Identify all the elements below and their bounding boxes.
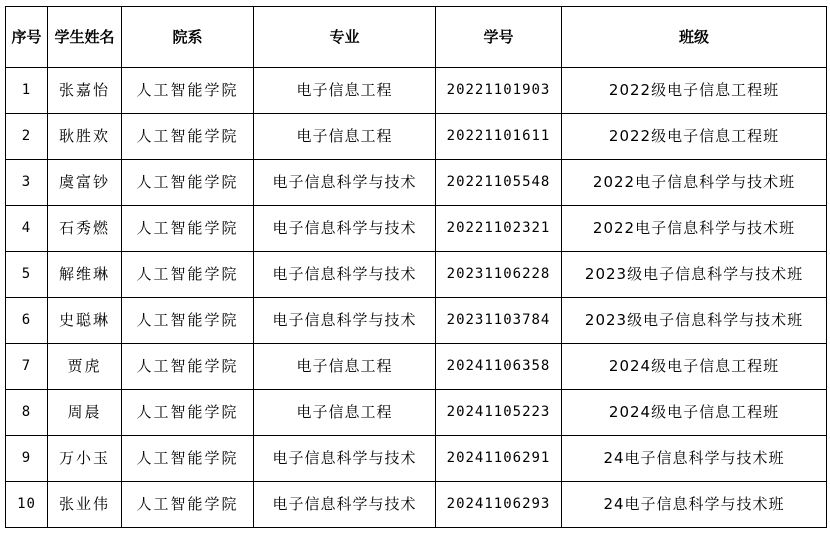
cell-seq: 1 bbox=[6, 68, 48, 114]
cell-major: 电子信息工程 bbox=[254, 344, 436, 390]
table-row bbox=[6, 298, 827, 344]
cell-class: 2022电子信息科学与技术班 bbox=[562, 160, 827, 206]
cell-class: 2024级电子信息工程班 bbox=[562, 390, 827, 436]
cell-major: 电子信息科学与技术 bbox=[254, 206, 436, 252]
cell-major: 电子信息科学与技术 bbox=[254, 252, 436, 298]
cell-name: 万小玉 bbox=[48, 436, 122, 482]
cell-class: 2022级电子信息工程班 bbox=[562, 114, 827, 160]
header-name: 学生姓名 bbox=[48, 7, 122, 68]
cell-major: 电子信息科学与技术 bbox=[254, 298, 436, 344]
table-row bbox=[6, 436, 827, 482]
table-body bbox=[6, 68, 827, 528]
cell-seq: 4 bbox=[6, 206, 48, 252]
cell-seq: 8 bbox=[6, 390, 48, 436]
cell-student-id: 20241106293 bbox=[436, 482, 562, 528]
cell-college: 人工智能学院 bbox=[122, 68, 254, 114]
cell-seq: 3 bbox=[6, 160, 48, 206]
cell-college: 人工智能学院 bbox=[122, 482, 254, 528]
cell-class: 24电子信息科学与技术班 bbox=[562, 436, 827, 482]
cell-major: 电子信息工程 bbox=[254, 68, 436, 114]
cell-class: 2023级电子信息科学与技术班 bbox=[562, 252, 827, 298]
table-row bbox=[6, 206, 827, 252]
cell-college: 人工智能学院 bbox=[122, 344, 254, 390]
cell-name: 张嘉怡 bbox=[48, 68, 122, 114]
cell-student-id: 20241105223 bbox=[436, 390, 562, 436]
cell-name: 张业伟 bbox=[48, 482, 122, 528]
cell-major: 电子信息科学与技术 bbox=[254, 160, 436, 206]
table-header-row bbox=[6, 7, 827, 68]
cell-name: 耿胜欢 bbox=[48, 114, 122, 160]
cell-college: 人工智能学院 bbox=[122, 390, 254, 436]
cell-class: 2022级电子信息工程班 bbox=[562, 68, 827, 114]
cell-student-id: 20221102321 bbox=[436, 206, 562, 252]
cell-name: 周晨 bbox=[48, 390, 122, 436]
table-row bbox=[6, 344, 827, 390]
cell-major: 电子信息工程 bbox=[254, 114, 436, 160]
student-table bbox=[5, 6, 827, 528]
cell-name: 石秀燃 bbox=[48, 206, 122, 252]
table-row bbox=[6, 390, 827, 436]
cell-college: 人工智能学院 bbox=[122, 114, 254, 160]
header-major: 专业 bbox=[254, 7, 436, 68]
cell-seq: 2 bbox=[6, 114, 48, 160]
cell-class: 2022电子信息科学与技术班 bbox=[562, 206, 827, 252]
cell-seq: 7 bbox=[6, 344, 48, 390]
cell-seq: 9 bbox=[6, 436, 48, 482]
table-row bbox=[6, 68, 827, 114]
cell-student-id: 20231106228 bbox=[436, 252, 562, 298]
cell-college: 人工智能学院 bbox=[122, 160, 254, 206]
table-row bbox=[6, 114, 827, 160]
cell-class: 2024级电子信息工程班 bbox=[562, 344, 827, 390]
cell-seq: 5 bbox=[6, 252, 48, 298]
cell-student-id: 20241106358 bbox=[436, 344, 562, 390]
cell-college: 人工智能学院 bbox=[122, 206, 254, 252]
header-student-id: 学号 bbox=[436, 7, 562, 68]
header-seq: 序号 bbox=[6, 7, 48, 68]
cell-major: 电子信息工程 bbox=[254, 390, 436, 436]
cell-student-id: 20241106291 bbox=[436, 436, 562, 482]
cell-name: 贾虎 bbox=[48, 344, 122, 390]
header-class: 班级 bbox=[562, 7, 827, 68]
cell-seq: 6 bbox=[6, 298, 48, 344]
cell-student-id: 20221105548 bbox=[436, 160, 562, 206]
cell-name: 解维琳 bbox=[48, 252, 122, 298]
cell-student-id: 20221101611 bbox=[436, 114, 562, 160]
cell-student-id: 20231103784 bbox=[436, 298, 562, 344]
cell-seq: 10 bbox=[6, 482, 48, 528]
cell-name: 史聪琳 bbox=[48, 298, 122, 344]
cell-major: 电子信息科学与技术 bbox=[254, 482, 436, 528]
table-row bbox=[6, 482, 827, 528]
cell-class: 24电子信息科学与技术班 bbox=[562, 482, 827, 528]
cell-class: 2023级电子信息科学与技术班 bbox=[562, 298, 827, 344]
cell-college: 人工智能学院 bbox=[122, 252, 254, 298]
table-row bbox=[6, 252, 827, 298]
table-row bbox=[6, 160, 827, 206]
cell-college: 人工智能学院 bbox=[122, 298, 254, 344]
cell-college: 人工智能学院 bbox=[122, 436, 254, 482]
header-college: 院系 bbox=[122, 7, 254, 68]
cell-name: 虞富钞 bbox=[48, 160, 122, 206]
cell-major: 电子信息科学与技术 bbox=[254, 436, 436, 482]
cell-student-id: 20221101903 bbox=[436, 68, 562, 114]
